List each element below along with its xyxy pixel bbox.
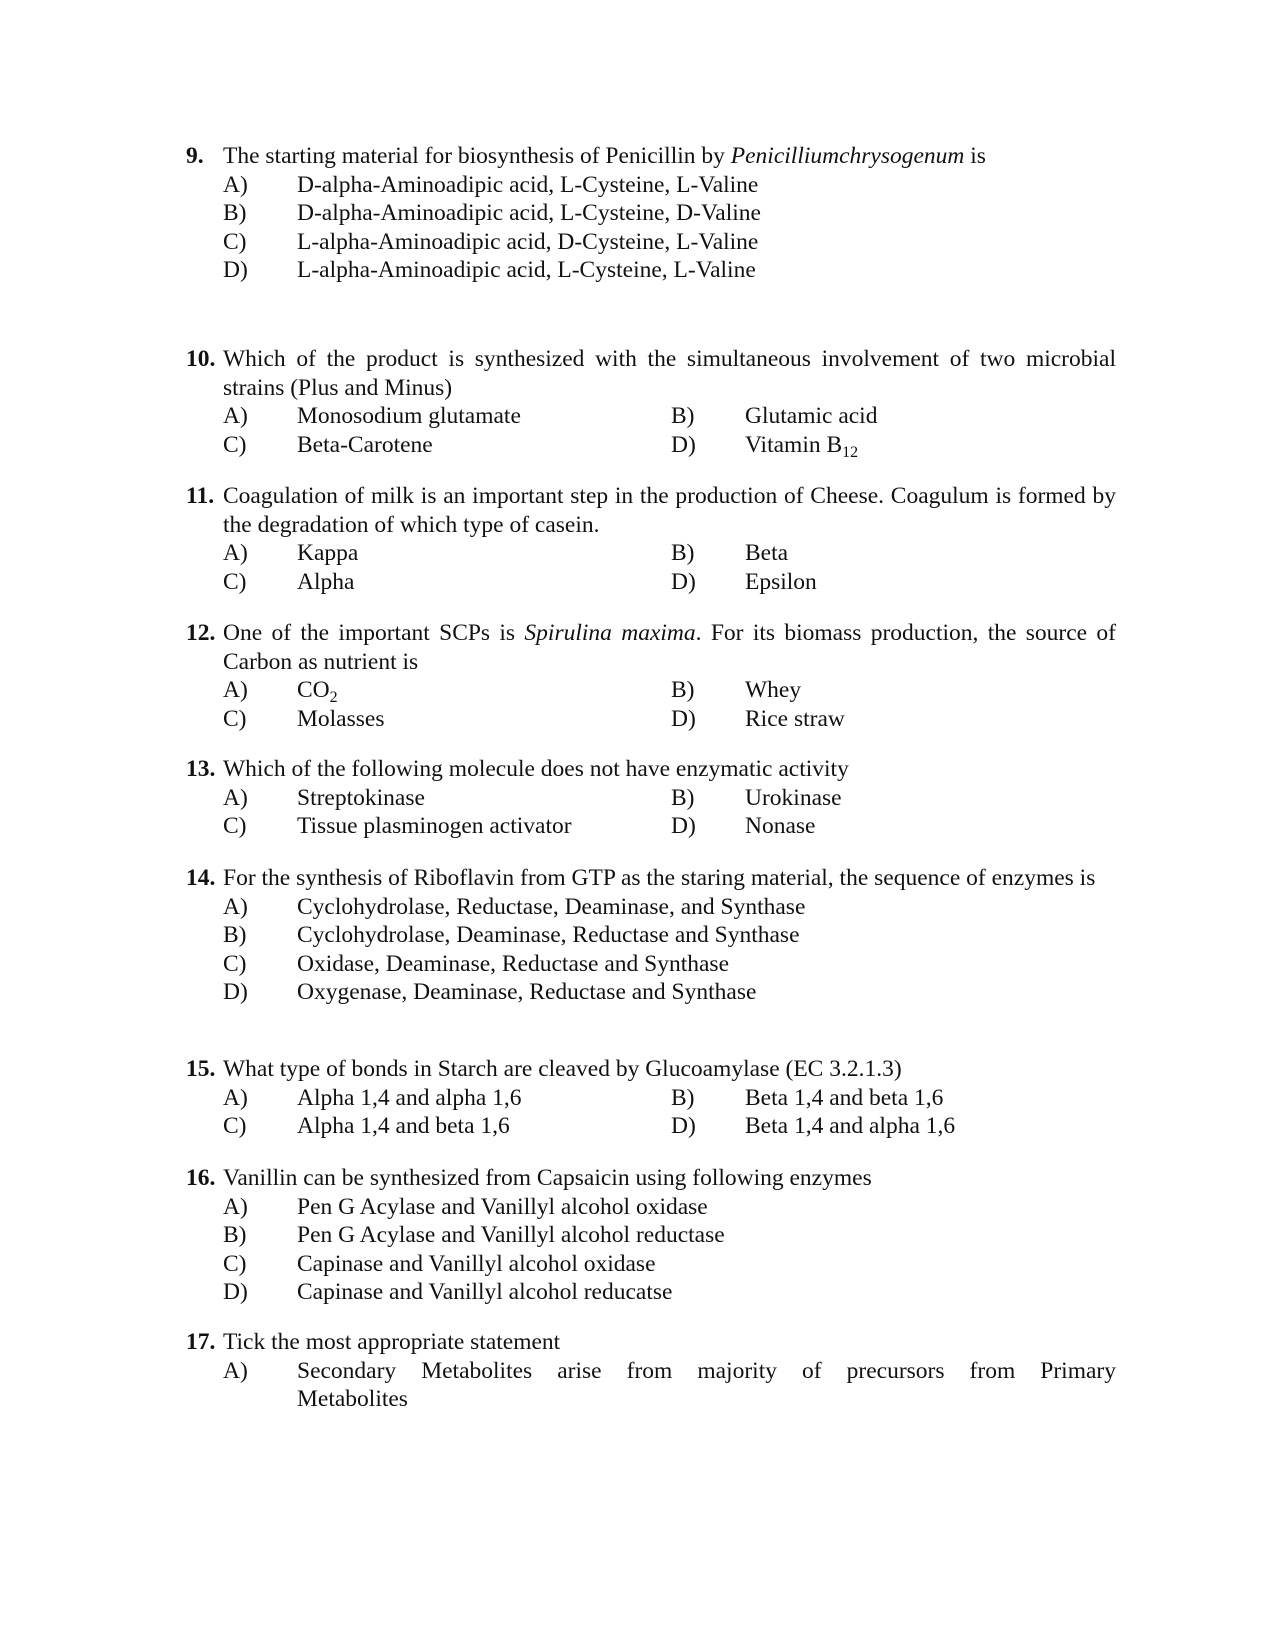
option-c: C) L-alpha-Aminoadipic acid, D-Cysteine, L-Valine bbox=[223, 228, 759, 255]
option-b: B) Cyclohydrolase, Deaminase, Reductase and Synthase bbox=[223, 922, 800, 949]
option-d: Beta 1,4 and alpha 1,6 bbox=[745, 1113, 956, 1140]
option-row: C) Alpha 1,4 and beta 1,6 D) Beta 1,4 and alpha 1,6 bbox=[223, 1113, 956, 1140]
question-number: 10. bbox=[186, 346, 216, 372]
question-number: 12. bbox=[186, 620, 216, 646]
option-d: Epsilon bbox=[745, 568, 817, 595]
option-row: A) Streptokinase B) Urokinase bbox=[223, 784, 842, 811]
question-12 bbox=[186, 619, 1116, 733]
question-number: 17. bbox=[186, 1329, 216, 1355]
question-number: 11. bbox=[186, 483, 215, 509]
option-c: Alpha 1,4 and beta 1,6 bbox=[297, 1113, 510, 1140]
option-b: Beta 1,4 and beta 1,6 bbox=[745, 1084, 944, 1111]
option-c: Alpha bbox=[297, 568, 355, 595]
option-b: B) D-alpha-Aminoadipic acid, L-Cysteine, D-Valine bbox=[223, 200, 761, 227]
question-14 bbox=[186, 864, 1116, 1007]
question-stem: 13. Which of the following molecule does not have enzymatic activity bbox=[186, 756, 849, 782]
question-10 bbox=[186, 345, 1116, 459]
question-9 bbox=[186, 142, 1116, 285]
option-a: A) Cyclohydrolase, Reductase, Deaminase, and Synthase bbox=[223, 893, 806, 920]
option-b: Beta bbox=[745, 540, 789, 567]
question-stem: 12. One of the important SCPs is Spirulina maxima. For its biomass production, the source of Carbon as nutrient is bbox=[186, 620, 1116, 675]
option-row: A) Kappa B) Beta bbox=[223, 540, 789, 567]
option-d: Vitamin $B_{12}$ bbox=[745, 431, 859, 461]
option-a: A) Pen G Acylase and Vanillyl alcohol oxidase bbox=[223, 1193, 708, 1220]
option-a: A) D-alpha-Aminoadipic acid, L-Cysteine, L-Valine bbox=[223, 171, 759, 198]
option-c: C) Oxidase, Deaminase, Reductase and Synthase bbox=[223, 950, 730, 977]
option-b: B) Pen G Acylase and Vanillyl alcohol reductase bbox=[223, 1222, 725, 1249]
option-c: Tissue plasminogen activator bbox=[297, 813, 572, 840]
option-c: Beta-Carotene bbox=[297, 431, 433, 458]
question-stem: 17. Tick the most appropriate statement bbox=[186, 1329, 561, 1355]
question-stem: 9. The starting material for biosynthesis of Penicillin by Penicilliumchrysogenum is bbox=[186, 143, 986, 169]
question-number: 14. bbox=[186, 865, 216, 891]
question-number: 16. bbox=[186, 1165, 216, 1191]
question-number: 9. bbox=[186, 143, 204, 169]
option-row: A) Monosodium glutamate B) Glutamic acid bbox=[223, 403, 878, 430]
option-a: Streptokinase bbox=[297, 784, 425, 811]
option-row: C) Molasses D) Rice straw bbox=[223, 705, 845, 732]
option-row: C) Alpha D) Epsilon bbox=[223, 568, 817, 595]
option-a: A) Secondary Metabolites arise from majority of precursors from Primary Metabolites bbox=[223, 1357, 1116, 1413]
option-b: Glutamic acid bbox=[745, 403, 878, 430]
option-a: Kappa bbox=[297, 540, 359, 567]
question-13 bbox=[186, 755, 1116, 841]
question-stem: 11. Coagulation of milk is an important step in the production of Cheese. Coagulum is formed by the degradation of which type of casein. bbox=[186, 483, 1116, 538]
question-16 bbox=[186, 1164, 1116, 1307]
option-d: D) Oxygenase, Deaminase, Reductase and Synthase bbox=[223, 979, 757, 1006]
option-c: C) Capinase and Vanillyl alcohol oxidase bbox=[223, 1250, 656, 1277]
question-stem: 15. What type of bonds in Starch are cleaved by Glucoamylase (EC 3.2.1.3) bbox=[186, 1056, 902, 1082]
option-a: $CO_2$ bbox=[297, 677, 338, 706]
option-row: A) $CO_2$ B) Whey bbox=[223, 677, 802, 706]
option-a: Monosodium glutamate bbox=[297, 403, 521, 430]
option-row: A) Alpha 1,4 and alpha 1,6 B) Beta 1,4 and beta 1,6 bbox=[223, 1084, 944, 1111]
option-row: C) Beta-Carotene D) Vitamin $B_{12}$ bbox=[223, 431, 859, 461]
question-15 bbox=[186, 1055, 1116, 1141]
question-stem: 10. Which of the product is synthesized with the simultaneous involvement of two microbial strains (Plus and Minus) bbox=[186, 346, 1116, 401]
italic-species-name: Penicilliumchrysogenum bbox=[730, 143, 965, 169]
question-stem: 16. Vanillin can be synthesized from Capsaicin using following enzymes bbox=[186, 1165, 872, 1191]
option-b: Urokinase bbox=[745, 784, 842, 811]
option-d: Rice straw bbox=[745, 705, 845, 732]
italic-species-name: Spirulina maxima bbox=[524, 620, 696, 646]
option-a: Alpha 1,4 and alpha 1,6 bbox=[297, 1084, 522, 1111]
option-d: D) Capinase and Vanillyl alcohol reducatse bbox=[223, 1279, 673, 1306]
question-number: 15. bbox=[186, 1056, 216, 1082]
question-17 bbox=[186, 1328, 1116, 1414]
question-11 bbox=[186, 482, 1116, 596]
option-d: Nonase bbox=[745, 813, 816, 840]
option-d: D) L-alpha-Aminoadipic acid, L-Cysteine, L-Valine bbox=[223, 257, 756, 284]
option-c: Molasses bbox=[297, 705, 385, 732]
question-number: 13. bbox=[186, 756, 216, 782]
option-b: Whey bbox=[745, 677, 802, 704]
option-row: C) Tissue plasminogen activator D) Nonase bbox=[223, 813, 816, 840]
question-stem: 14. For the synthesis of Riboflavin from GTP as the staring material, the sequence of enzymes is bbox=[186, 865, 1096, 891]
